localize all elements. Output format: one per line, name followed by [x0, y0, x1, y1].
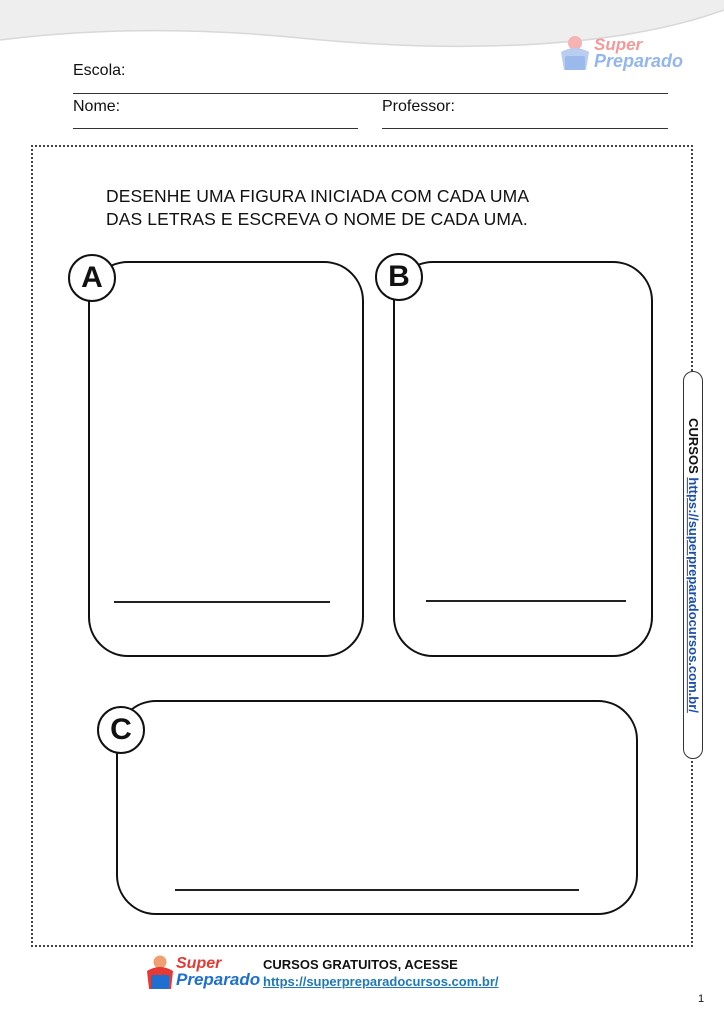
instruction-line-1: DESENHE UMA FIGURA INICIADA COM CADA UMA: [106, 186, 530, 206]
footer-text: [263, 956, 499, 990]
footer-title: CURSOS GRATUITOS, ACESSE: [263, 957, 458, 972]
side-tab-text: [683, 371, 703, 759]
name-label: Nome:: [73, 98, 121, 115]
logo-word-preparado: Preparado: [594, 51, 684, 71]
name-field-line[interactable]: [73, 128, 358, 129]
mascot-icon: [556, 34, 594, 74]
side-tab-label: CURSOS: [685, 417, 701, 474]
answer-line-b[interactable]: [426, 600, 626, 602]
instruction-line-2: DAS LETRAS E ESCREVA O NOME DE CADA UMA.: [106, 209, 528, 229]
drawing-box-b[interactable]: [393, 261, 653, 657]
letter-badge-c: C: [97, 706, 145, 754]
school-label: Escola:: [73, 62, 126, 79]
logo-word-preparado: Preparado: [176, 970, 261, 989]
teacher-label: Professor:: [382, 98, 455, 115]
drawing-box-c[interactable]: [116, 700, 638, 915]
answer-line-a[interactable]: [114, 601, 330, 603]
drawing-box-a[interactable]: [88, 261, 364, 657]
mascot-icon: [143, 954, 177, 992]
teacher-field-line[interactable]: [382, 128, 668, 129]
footer-link[interactable]: https://superpreparadocursos.com.br/: [263, 974, 499, 989]
school-field-line[interactable]: [73, 93, 668, 94]
letter-badge-b: B: [375, 253, 423, 301]
page-number: 1: [698, 993, 705, 1005]
instruction-text: [106, 185, 606, 231]
letter-badge-a: A: [68, 254, 116, 302]
side-tab-link[interactable]: https://superpreparadocursos.com.br/: [685, 476, 701, 713]
brand-logo-bottom: [143, 954, 261, 994]
brand-logo-top: [556, 34, 688, 76]
logo-word-super: Super: [176, 955, 222, 972]
answer-line-c[interactable]: [175, 889, 579, 891]
logo-word-super: Super: [594, 35, 643, 54]
